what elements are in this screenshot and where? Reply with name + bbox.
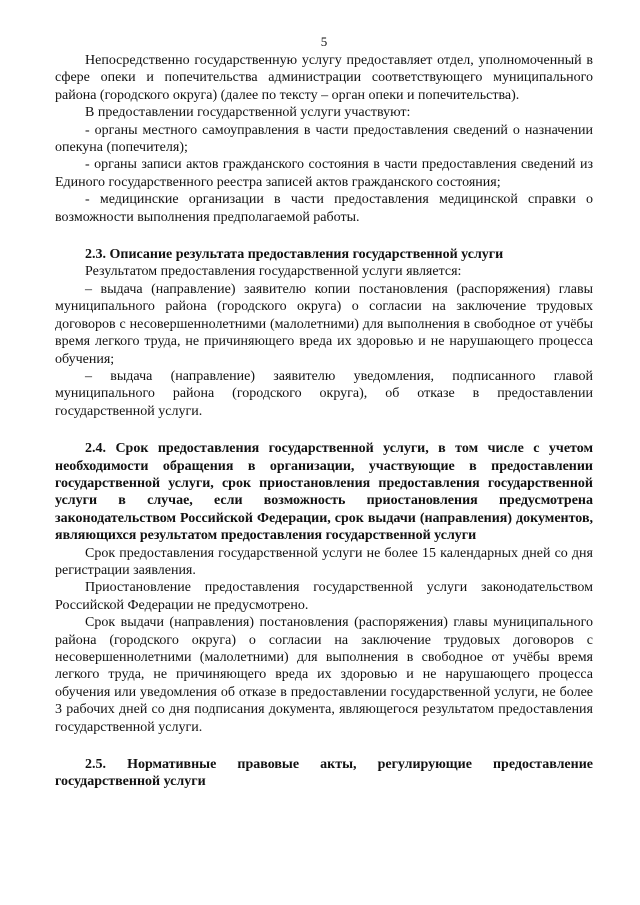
result-lead: Результатом предоставления государственной услуги является: <box>85 264 462 280</box>
term-paragraph: Срок предоставления государственной услуги не более 15 календарных дней со дня регистрации заявления. <box>55 545 593 578</box>
suspension-paragraph: Приостановление предоставления государственной услуги законодательством Российской Федерации не предусмотрено. <box>55 580 593 613</box>
participant-item: - медицинские организации в части предоставления медицинской справки о возможности выполнения предполагаемой работы. <box>55 192 593 225</box>
intro-paragraph: Непосредственно государственную услугу предоставляет отдел, уполномоченный в сфере опеки и попечительства администрации соответствующего муниципального района (городского округа) (далее по тексту – орган опеки и попечительства). <box>55 53 593 103</box>
participants-lead: В предоставлении государственной услуги участвуют: <box>85 105 411 121</box>
section-heading-2-5: 2.5. Нормативные правовые акты, регулирующие предоставление государственной услуги <box>55 757 593 790</box>
section-heading-2-3: 2.3. Описание результата предоставления государственной услуги <box>85 247 504 263</box>
result-item: – выдача (направление) заявителю копии постановления (распоряжения) главы муниципального района (городского округа) о согласии на заключение трудовых договоров с несовершеннолетними (малолетними) для выполнения в свободное от учёбы время легкого труда, не причиняющего вреда их здоровью и не нарушающего процесса обучения; <box>55 281 593 367</box>
page-number: 5 <box>320 34 328 49</box>
section-heading-2-4: 2.4. Срок предоставления государственной услуги, в том числе с учетом необходимости обращения в организации, участвующие в предоставлении государственной услуги, срок приостановления предоставления государственной услуги в случае, если возможность приостановления предусмотрена законодательством Российской Федерации, срок выдачи (направления) документов, являющихся результатом предоставления государственной услуги <box>55 441 593 544</box>
issue-term-paragraph: Срок выдачи (направления) постановления (распоряжения) главы муниципального района (городского округа) о согласии на заключение трудовых договоров с несовершеннолетними (малолетними) для выполнения в свободное от учёбы время легкого труда, не причиняющего вреда их здоровью и не нарушающего процесса обучения или уведомления об отказе в предоставлении государственной услуги, не более 3 рабочих дней со дня подписания документа, являющегося результатом предоставления государственной услуги. <box>55 615 593 735</box>
participant-item: - органы местного самоуправления в части предоставления сведений о назначении опекуна (попечителя); <box>55 122 593 156</box>
participant-item: - органы записи актов гражданского состояния в части предоставления сведений из Единого государственного реестра записей актов гражданского состояния; <box>55 157 593 190</box>
result-item: – выдача (направление) заявителю уведомления, подписанного главой муниципального района (городского округа), об отказе в предоставлении государственной услуги. <box>55 368 593 419</box>
